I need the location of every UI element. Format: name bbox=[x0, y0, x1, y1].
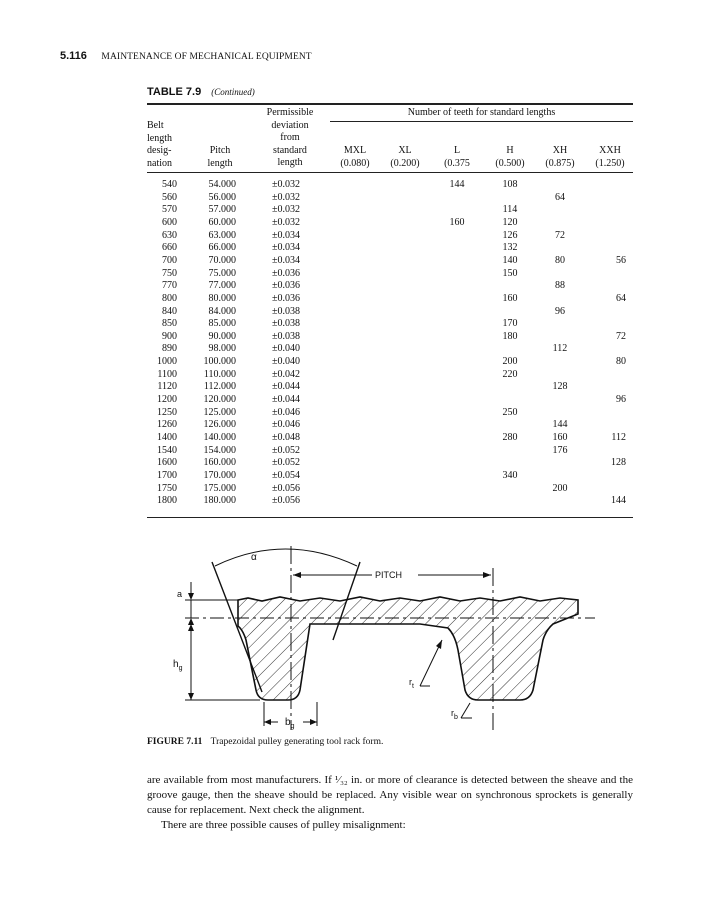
cell-pitch: 175.000 bbox=[203, 482, 236, 494]
table-row bbox=[0, 355, 718, 368]
table-row bbox=[0, 431, 718, 444]
cell-deviation: ±0.042 bbox=[272, 368, 300, 380]
cell-deviation: ±0.032 bbox=[272, 191, 300, 203]
col-header-pitch: Pitch length bbox=[207, 145, 233, 169]
table-row bbox=[0, 229, 718, 242]
cell-pitch: 77.000 bbox=[208, 280, 236, 292]
cell-deviation: ±0.056 bbox=[272, 495, 300, 507]
cell-deviation: ±0.032 bbox=[272, 216, 300, 228]
table-continued-note: (Continued) bbox=[211, 87, 255, 97]
rb-label: $r_b$ bbox=[451, 708, 458, 721]
cell-belt: 1120 bbox=[157, 381, 177, 393]
cell-belt: 770 bbox=[162, 280, 177, 292]
col-header-h: H (0.500) bbox=[495, 145, 525, 169]
cell-pitch: 154.000 bbox=[203, 444, 236, 456]
table-row bbox=[0, 216, 718, 229]
cell-xh: 96 bbox=[555, 305, 565, 317]
cell-xh: 64 bbox=[555, 191, 565, 203]
cell-pitch: 63.000 bbox=[208, 229, 236, 241]
table-top-rule bbox=[147, 103, 633, 105]
cell-belt: 1000 bbox=[157, 356, 177, 368]
cell-pitch: 75.000 bbox=[208, 267, 236, 279]
cell-deviation: ±0.044 bbox=[272, 381, 300, 393]
table-row bbox=[0, 494, 718, 507]
cell-deviation: ±0.046 bbox=[272, 419, 300, 431]
cell-pitch: 100.000 bbox=[203, 356, 236, 368]
cell-h: 132 bbox=[502, 242, 518, 254]
cell-h: 114 bbox=[502, 204, 518, 216]
table-row bbox=[0, 292, 718, 305]
cell-pitch: 60.000 bbox=[208, 216, 236, 228]
cell-belt: 1100 bbox=[157, 368, 177, 380]
cell-belt: 630 bbox=[162, 229, 177, 241]
cell-deviation: ±0.038 bbox=[272, 330, 300, 342]
table-row bbox=[0, 317, 718, 330]
cell-pitch: 126.000 bbox=[203, 419, 236, 431]
cell-xh: 80 bbox=[555, 254, 565, 266]
cell-h: 108 bbox=[502, 179, 518, 190]
cell-deviation: ±0.034 bbox=[272, 242, 300, 254]
cell-xh: 160 bbox=[552, 432, 568, 443]
table-row bbox=[0, 406, 718, 419]
table-caption bbox=[147, 82, 255, 100]
cell-h: 140 bbox=[502, 254, 518, 266]
cell-deviation: ±0.038 bbox=[272, 318, 300, 330]
cell-belt: 540 bbox=[162, 179, 177, 190]
cell-pitch: 120.000 bbox=[203, 394, 236, 406]
tool-rack-figure bbox=[0, 540, 718, 735]
cell-l: 160 bbox=[449, 216, 465, 228]
rt-label: $r_t$ bbox=[409, 677, 414, 690]
cell-belt: 840 bbox=[162, 305, 177, 317]
cell-xxh: 96 bbox=[616, 394, 626, 406]
cell-deviation: ±0.052 bbox=[272, 444, 300, 456]
cell-pitch: 56.000 bbox=[208, 191, 236, 203]
cell-belt: 1400 bbox=[157, 432, 177, 443]
cell-h: 170 bbox=[502, 318, 518, 330]
cell-h: 150 bbox=[502, 267, 518, 279]
cell-deviation: ±0.044 bbox=[272, 394, 300, 406]
cell-deviation: ±0.034 bbox=[272, 254, 300, 266]
cell-deviation: ±0.032 bbox=[272, 179, 300, 190]
rack-form-outline bbox=[238, 597, 578, 700]
cell-xxh: 144 bbox=[611, 495, 626, 507]
cell-belt: 600 bbox=[162, 216, 177, 228]
cell-h: 160 bbox=[502, 292, 518, 304]
cell-belt: 1700 bbox=[157, 469, 177, 481]
figure-caption bbox=[147, 737, 383, 747]
table-row bbox=[0, 380, 718, 393]
cell-belt: 750 bbox=[162, 267, 177, 279]
table-row bbox=[0, 203, 718, 216]
header-bottom-rule bbox=[147, 172, 633, 173]
cell-xh: 88 bbox=[555, 280, 565, 292]
table-row bbox=[0, 178, 718, 191]
cell-xh: 72 bbox=[555, 229, 565, 241]
cell-pitch: 66.000 bbox=[208, 242, 236, 254]
table-row bbox=[0, 482, 718, 495]
table-row bbox=[0, 418, 718, 431]
paragraph: are available from most manufacturers. If ¹⁄₃₂ in. or more of clearance is detected between the sheave and the groove gauge, then the sheave should be replaced. Any visible wear on synchronous sprockets is generally cause for replacement. Next check the alignment. bbox=[147, 774, 633, 816]
body-text bbox=[147, 773, 633, 833]
cell-pitch: 70.000 bbox=[208, 254, 236, 266]
cell-belt: 890 bbox=[162, 343, 177, 355]
cell-belt: 1200 bbox=[157, 394, 177, 406]
cell-pitch: 110.000 bbox=[203, 368, 236, 380]
rb-leader bbox=[461, 703, 470, 718]
col-header-deviation: Permissible deviation from standard length bbox=[266, 107, 314, 169]
page-header bbox=[60, 50, 312, 62]
cell-h: 220 bbox=[502, 368, 518, 380]
alpha-label: α bbox=[251, 552, 257, 563]
group-header: Number of teeth for standard lengths bbox=[407, 107, 556, 118]
col-header-xh: XH (0.875) bbox=[545, 145, 575, 169]
cell-deviation: ±0.038 bbox=[272, 305, 300, 317]
cell-xxh: 72 bbox=[616, 330, 626, 342]
a-label: a bbox=[177, 589, 183, 599]
cell-belt: 570 bbox=[162, 204, 177, 216]
cell-xxh: 128 bbox=[611, 457, 626, 469]
cell-xh: 128 bbox=[552, 381, 568, 393]
cell-deviation: ±0.052 bbox=[272, 457, 300, 469]
cell-pitch: 84.000 bbox=[208, 305, 236, 317]
col-header-belt: Belt length desig- nation bbox=[147, 120, 172, 169]
cell-deviation: ±0.048 bbox=[272, 432, 300, 443]
table-row bbox=[0, 469, 718, 482]
table-row bbox=[0, 456, 718, 469]
table-row bbox=[0, 254, 718, 267]
cell-h: 200 bbox=[502, 356, 518, 368]
col-header-mxl: MXL (0.080) bbox=[340, 145, 370, 169]
cell-pitch: 98.000 bbox=[208, 343, 236, 355]
cell-xxh: 56 bbox=[616, 254, 626, 266]
table-row bbox=[0, 267, 718, 280]
cell-belt: 1250 bbox=[157, 406, 177, 418]
table-row bbox=[0, 241, 718, 254]
cell-pitch: 90.000 bbox=[208, 330, 236, 342]
group-header-rule bbox=[330, 121, 633, 122]
cell-pitch: 180.000 bbox=[203, 495, 236, 507]
cell-belt: 800 bbox=[162, 292, 177, 304]
cell-belt: 700 bbox=[162, 254, 177, 266]
alpha-arc bbox=[215, 549, 357, 566]
cell-deviation: ±0.040 bbox=[272, 343, 300, 355]
cell-belt: 1600 bbox=[157, 457, 177, 469]
table-row bbox=[0, 444, 718, 457]
table-row bbox=[0, 330, 718, 343]
cell-h: 340 bbox=[502, 469, 518, 481]
cell-deviation: ±0.036 bbox=[272, 292, 300, 304]
cell-deviation: ±0.040 bbox=[272, 356, 300, 368]
cell-belt: 660 bbox=[162, 242, 177, 254]
cell-xh: 144 bbox=[552, 419, 568, 431]
cell-belt: 1260 bbox=[157, 419, 177, 431]
cell-xh: 176 bbox=[552, 444, 568, 456]
cell-pitch: 160.000 bbox=[203, 457, 236, 469]
table-row bbox=[0, 342, 718, 355]
cell-h: 250 bbox=[502, 406, 518, 418]
pitch-arrow-right bbox=[483, 572, 491, 578]
col-header-xxh: XXH (1.250) bbox=[595, 145, 625, 169]
cell-pitch: 170.000 bbox=[203, 469, 236, 481]
pitch-label: PITCH bbox=[375, 570, 402, 580]
cell-deviation: ±0.036 bbox=[272, 280, 300, 292]
cell-xxh: 80 bbox=[616, 356, 626, 368]
col-header-xl: XL (0.200) bbox=[390, 145, 420, 169]
cell-pitch: 80.000 bbox=[208, 292, 236, 304]
cell-deviation: ±0.046 bbox=[272, 406, 300, 418]
cell-belt: 850 bbox=[162, 318, 177, 330]
cell-belt: 560 bbox=[162, 191, 177, 203]
cell-deviation: ±0.054 bbox=[272, 469, 300, 481]
figure-caption-text: Trapezoidal pulley generating tool rack form. bbox=[210, 737, 384, 747]
table-label: TABLE 7.9 bbox=[147, 86, 202, 98]
table-bottom-rule bbox=[147, 517, 633, 518]
running-head: MAINTENANCE OF MECHANICAL EQUIPMENT bbox=[101, 52, 312, 62]
cell-deviation: ±0.032 bbox=[272, 204, 300, 216]
table-row bbox=[0, 305, 718, 318]
cell-xh: 112 bbox=[552, 343, 568, 355]
cell-l: 144 bbox=[449, 179, 465, 190]
table-row bbox=[0, 191, 718, 204]
pitch-arrow-left bbox=[293, 572, 301, 578]
cell-belt: 1750 bbox=[157, 482, 177, 494]
table-row bbox=[0, 368, 718, 381]
cell-pitch: 140.000 bbox=[203, 432, 236, 443]
cell-h: 120 bbox=[502, 216, 518, 228]
cell-belt: 900 bbox=[162, 330, 177, 342]
bg-label: $b_g$ bbox=[285, 717, 295, 730]
cell-belt: 1540 bbox=[157, 444, 177, 456]
cell-pitch: 125.000 bbox=[203, 406, 236, 418]
col-header-l: L (0.375 bbox=[444, 145, 470, 169]
page-number: 5.116 bbox=[60, 50, 87, 62]
table-row bbox=[0, 279, 718, 292]
cell-pitch: 85.000 bbox=[208, 318, 236, 330]
paragraph: There are three possible causes of pulley misalignment: bbox=[161, 819, 406, 831]
hg-label: $h_g$ bbox=[173, 659, 183, 672]
cell-deviation: ±0.056 bbox=[272, 482, 300, 494]
table-row bbox=[0, 393, 718, 406]
figure-label: FIGURE 7.11 bbox=[147, 737, 203, 747]
cell-h: 180 bbox=[502, 330, 518, 342]
cell-xxh: 112 bbox=[611, 432, 626, 443]
cell-pitch: 57.000 bbox=[208, 204, 236, 216]
cell-xxh: 64 bbox=[616, 292, 626, 304]
cell-pitch: 54.000 bbox=[208, 179, 236, 190]
cell-h: 126 bbox=[502, 229, 518, 241]
cell-belt: 1800 bbox=[157, 495, 177, 507]
cell-h: 280 bbox=[502, 432, 518, 443]
cell-xh: 200 bbox=[552, 482, 568, 494]
cell-deviation: ±0.034 bbox=[272, 229, 300, 241]
cell-deviation: ±0.036 bbox=[272, 267, 300, 279]
cell-pitch: 112.000 bbox=[203, 381, 236, 393]
